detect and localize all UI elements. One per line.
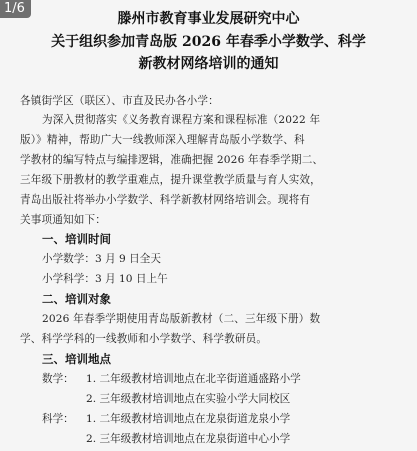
training-time-math: 小学数学：3 月 9 日全天 bbox=[42, 253, 161, 265]
notice-title-line3: 新教材网络培训的通知 bbox=[138, 56, 279, 72]
salutation: 各镇街学区（联区）、市直及民办各小学： bbox=[20, 95, 219, 107]
section-heading-location: 三、培训地点 bbox=[42, 352, 111, 366]
page-indicator: 1/6 bbox=[0, 0, 31, 18]
notice-title-line2: 关于组织参加青岛版 2026 年春季小学数学、科学 bbox=[51, 34, 366, 50]
intro-line-6: 关事项通知如下： bbox=[20, 214, 106, 226]
location-math-label: 数学： bbox=[42, 373, 74, 385]
location-science-1: 1. 二年级教材培训地点在龙泉街道龙泉小学 bbox=[86, 413, 291, 425]
location-math-2: 2. 三年级教材培训地点在实验小学大同校区 bbox=[86, 393, 291, 405]
intro-line-1: 为深入贯彻落实《义务教育课程方案和课程标准（2022 年 bbox=[42, 114, 321, 126]
location-math-1: 1. 二年级教材培训地点在北辛街道通盛路小学 bbox=[86, 373, 301, 385]
section-heading-target: 二、培训对象 bbox=[42, 292, 111, 306]
intro-line-5: 青岛出版社将举办小学数学、科学新教材网络培训会。现将有 bbox=[20, 194, 311, 206]
intro-line-3: 学教材的编写特点与编排逻辑，准确把握 2026 年春季学期二、 bbox=[20, 154, 324, 166]
training-time-science: 小学科学：3 月 10 日上午 bbox=[42, 273, 168, 285]
target-line-2: 学、科学学科的一线教师和小学数学、科学教研员。 bbox=[20, 333, 268, 345]
intro-line-4: 三年级下册教材的教学重难点，提升课堂教学质量与育人实效， bbox=[20, 174, 321, 186]
target-line-1: 2026 年春季学期使用青岛版新教材（二、三年级下册）数 bbox=[42, 313, 321, 325]
section-heading-time: 一、培训时间 bbox=[42, 232, 111, 246]
intro-line-2: 版）》精神，帮助广大一线教师深入理解青岛版小学数学、科 bbox=[20, 134, 305, 146]
location-science-2: 2. 三年级教材培训地点在龙泉街道中心小学 bbox=[86, 433, 291, 445]
notice-title-org: 滕州市教育事业发展研究中心 bbox=[117, 11, 300, 27]
location-science-label: 科学： bbox=[42, 413, 74, 425]
